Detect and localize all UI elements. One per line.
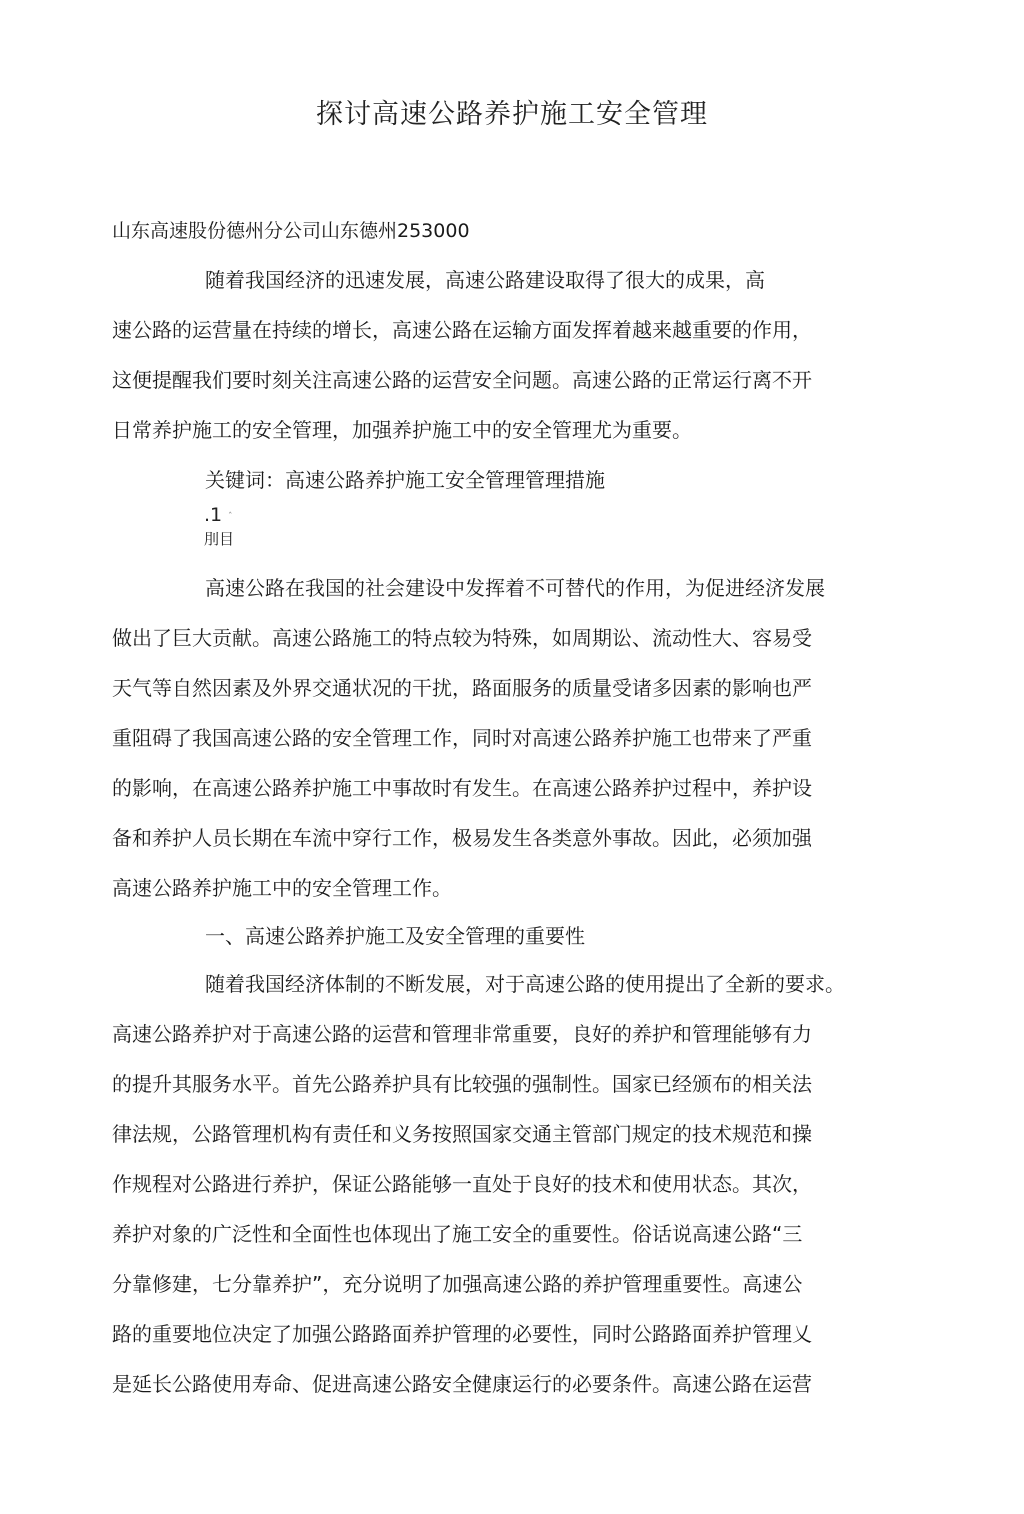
- section1-line: 是延长公路使用寿命、促进高速公路安全健康运行的必要条件。高速公路在运营: [112, 1372, 812, 1396]
- keywords: 关键词：高速公路养护施工安全管理管理措施: [205, 468, 605, 492]
- section1-line: 随着我国经济体制的不断发展，对于高速公路的使用提出了全新的要求。: [205, 972, 845, 996]
- section1-line: 分靠修建，七分靠养护”，充分说明了加强高速公路的养护管理重要性。高速公: [112, 1272, 803, 1296]
- section1-line: 作规程对公路进行养护，保证公路能够一直处于良好的技术和使用状态。其次，: [112, 1172, 812, 1196]
- intro-line: 天气等自然因素及外界交通状况的干扰，路面服务的质量受诸多因素的影响也严: [112, 676, 812, 700]
- section1-line: 养护对象的广泛性和全面性也体现出了施工安全的重要性。俗话说高速公路“三: [112, 1222, 803, 1246]
- section-number-mark: ˆ: [228, 512, 233, 522]
- intro-line: 做出了巨大贡献。高速公路施工的特点较为特殊，如周期讼、流动性大、容易受: [112, 626, 812, 650]
- author-affiliation: 山东高速股份德州分公司山东德州253000: [112, 220, 470, 242]
- section-number: .1: [204, 504, 223, 526]
- intro-line: 高速公路养护施工中的安全管理工作。: [112, 876, 452, 900]
- intro-line: 的影响，在高速公路养护施工中事故时有发生。在高速公路养护过程中，养护设: [112, 776, 812, 800]
- heading-importance: 一、高速公路养护施工及安全管理的重要性: [205, 924, 585, 948]
- section1-line: 高速公路养护对于高速公路的运营和管理非常重要，良好的养护和管理能够有力: [112, 1022, 812, 1046]
- intro-line: 重阻碍了我国高速公路的安全管理工作，同时对高速公路养护施工也带来了严重: [112, 726, 812, 750]
- abstract-line: 这便提醒我们要时刻关注高速公路的运营安全问题。高速公路的正常运行离不开: [112, 368, 812, 392]
- section-title: 刖目: [204, 530, 235, 548]
- abstract-line: 日常养护施工的安全管理，加强养护施工中的安全管理尤为重要。: [112, 418, 692, 442]
- intro-line: 高速公路在我国的社会建设中发挥着不可替代的作用，为促进经济发展: [205, 576, 825, 600]
- intro-line: 备和养护人员长期在车流中穿行工作，极易发生各类意外事故。因此，必须加强: [112, 826, 812, 850]
- abstract-line: 随着我国经济的迅速发展，高速公路建设取得了很大的成果，高: [205, 268, 765, 292]
- section1-line: 路的重要地位决定了加强公路路面养护管理的必要性，同时公路路面养护管理乂: [112, 1322, 812, 1346]
- section1-line: 的提升其服务水平。首先公路养护具有比较强的强制性。国家已经颁布的相关法: [112, 1072, 812, 1096]
- section1-line: 律法规，公路管理机构有责任和义务按照国家交通主管部门规定的技术规范和操: [112, 1122, 812, 1146]
- document-title: 探讨高速公路养护施工安全管理: [316, 99, 708, 130]
- abstract-line: 速公路的运营量在持续的增长，高速公路在运输方面发挥着越来越重要的作用，: [112, 318, 812, 342]
